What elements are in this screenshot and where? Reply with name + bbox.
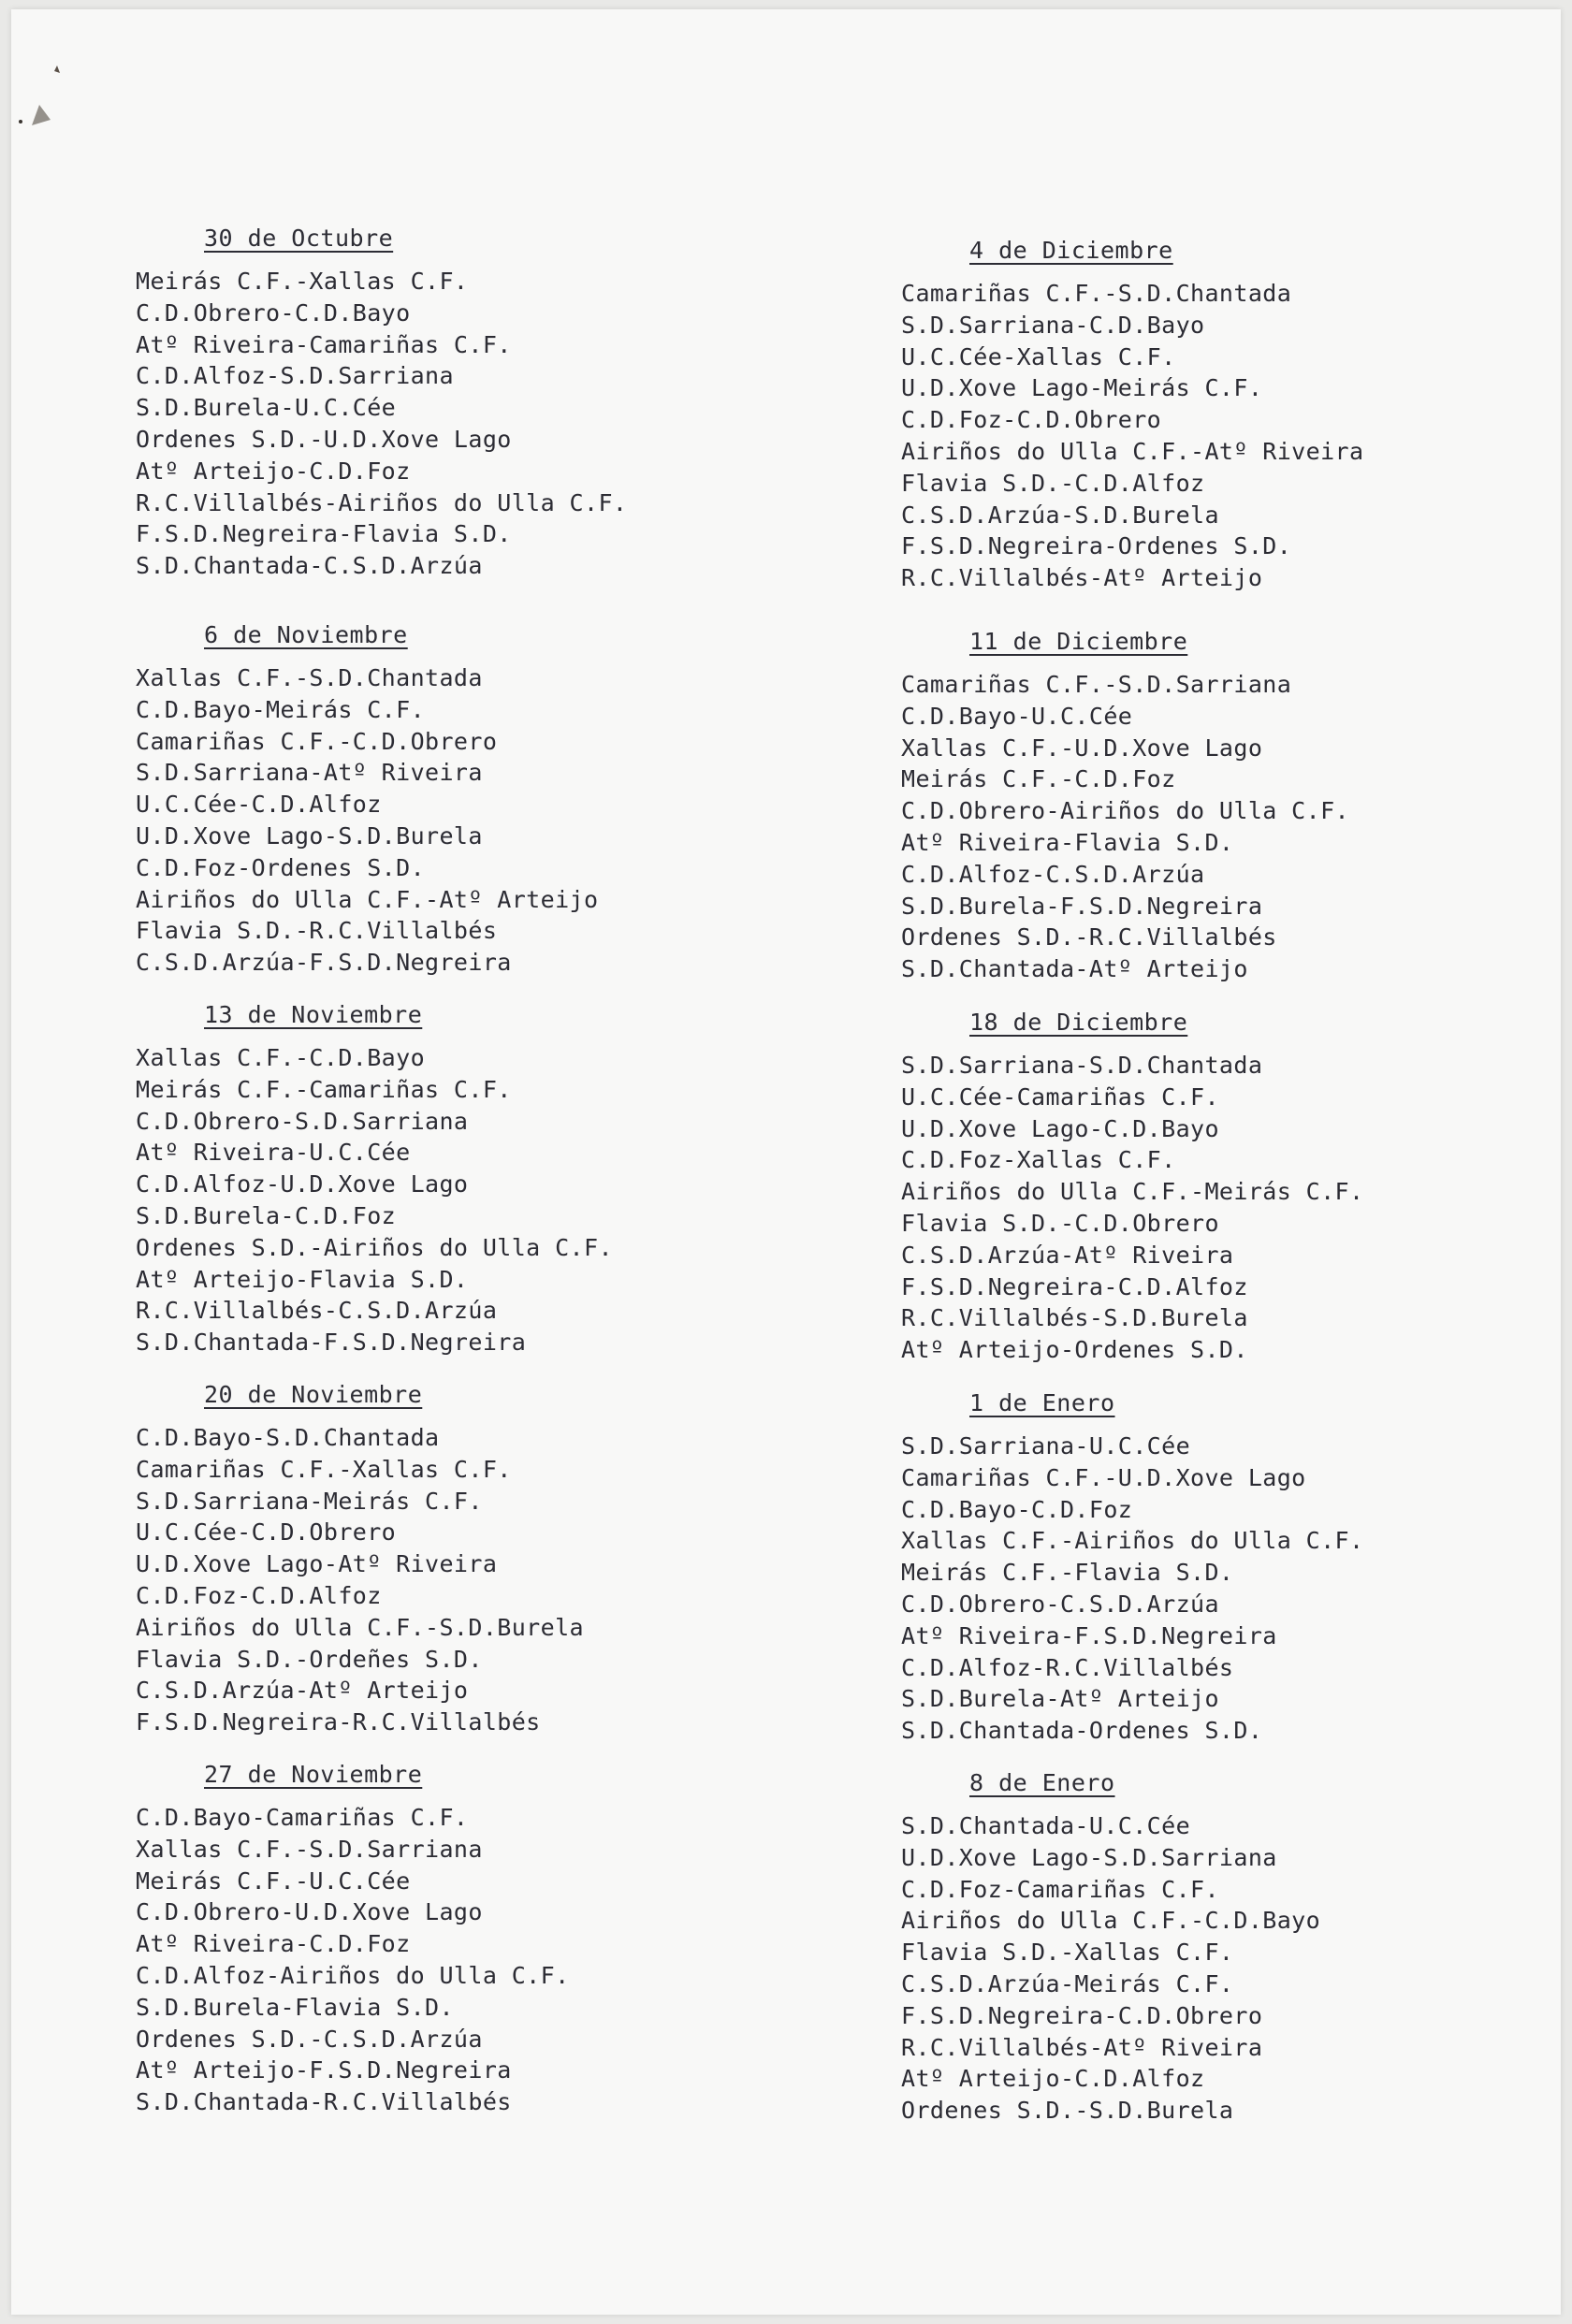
fixture: S.D.Burela-Atº Arteijo bbox=[901, 1685, 1219, 1713]
matchday-date: 4 de Diciembre bbox=[969, 237, 1173, 264]
fixture: U.C.Cée-C.D.Obrero bbox=[136, 1518, 397, 1547]
document-page bbox=[11, 9, 1561, 2315]
matchday-date: 11 de Diciembre bbox=[969, 628, 1188, 655]
fixture: Xallas C.F.-S.D.Chantada bbox=[136, 664, 483, 691]
fixture: S.D.Chantada-R.C.Villalbés bbox=[136, 2088, 512, 2116]
fixture: Flavia S.D.-Ordeñes S.D. bbox=[136, 1645, 483, 1673]
fixture: Meirás C.F.-Camariñas C.F. bbox=[136, 1075, 512, 1103]
fixture: R.C.Villalbés-Atº Arteijo bbox=[901, 564, 1263, 592]
fixture-list bbox=[136, 266, 627, 582]
fixture: Flavia S.D.-Xallas C.F. bbox=[901, 1939, 1234, 1967]
fixture: S.D.Chantada-Atº Arteijo bbox=[901, 955, 1248, 983]
fixture: C.D.Obrero-U.D.Xove Lago bbox=[136, 1898, 483, 1926]
fixture: Atº Riveira-C.D.Foz bbox=[136, 1930, 411, 1958]
fixture: Xallas C.F.-Airiños do Ulla C.F. bbox=[901, 1527, 1364, 1555]
fixture: S.D.Chantada-F.S.D.Negreira bbox=[136, 1329, 527, 1357]
fixture: C.D.Bayo-S.D.Chantada bbox=[136, 1424, 440, 1451]
matchday-section bbox=[901, 235, 1363, 594]
fixture: C.D.Foz-Camariñas C.F. bbox=[901, 1875, 1219, 1903]
fixture: Flavia S.D.-C.D.Obrero bbox=[901, 1209, 1219, 1237]
fixture: C.D.Bayo-Meirás C.F. bbox=[136, 695, 426, 723]
fixture: Ordenes S.D.-C.S.D.Arzúa bbox=[136, 2025, 483, 2053]
fixture: U.D.Xove Lago-C.D.Bayo bbox=[901, 1114, 1219, 1142]
fixture: F.S.D.Negreira-R.C.Villalbés bbox=[136, 1708, 541, 1736]
fixture: C.D.Obrero-C.S.D.Arzúa bbox=[901, 1590, 1219, 1618]
fixture: Meirás C.F.-C.D.Foz bbox=[901, 765, 1176, 793]
matchday-section bbox=[136, 1379, 584, 1738]
fixture: F.S.D.Negreira-Flavia S.D. bbox=[136, 520, 512, 548]
matchday-section bbox=[136, 619, 598, 979]
matchday-date: 18 de Diciembre bbox=[969, 1009, 1188, 1036]
fixture-list bbox=[901, 669, 1349, 985]
fixture: S.D.Chantada-Ordenes S.D. bbox=[901, 1717, 1263, 1745]
matchday-section bbox=[136, 999, 613, 1358]
fixture: C.S.D.Arzúa-S.D.Burela bbox=[901, 501, 1219, 529]
fixture: U.D.Xove Lago-S.D.Sarriana bbox=[901, 1843, 1277, 1871]
fixture: C.S.D.Arzúa-Atº Riveira bbox=[901, 1241, 1234, 1269]
fixture: Atº Riveira-Camariñas C.F. bbox=[136, 330, 512, 358]
fixture: Camariñas C.F.-Xallas C.F. bbox=[136, 1455, 512, 1483]
fixture-list bbox=[136, 662, 598, 979]
fixture: Airiños do Ulla C.F.-Atº Arteijo bbox=[136, 885, 599, 913]
fixture-list bbox=[901, 1431, 1363, 1747]
fixture: Flavia S.D.-R.C.Villalbés bbox=[136, 917, 498, 945]
fixture: C.S.D.Arzúa-F.S.D.Negreira bbox=[136, 949, 512, 977]
fixture: C.S.D.Arzúa-Atº Arteijo bbox=[136, 1677, 469, 1705]
fixture: Atº Arteijo-C.D.Alfoz bbox=[901, 2065, 1205, 2093]
fixture: Atº Riveira-F.S.D.Negreira bbox=[901, 1621, 1277, 1649]
fixture: C.D.Alfoz-C.S.D.Arzúa bbox=[901, 860, 1205, 888]
matchday-date: 6 de Noviembre bbox=[204, 621, 408, 648]
fixture: Atº Riveira-U.C.Cée bbox=[136, 1139, 411, 1167]
fixture: S.D.Sarriana-Meirás C.F. bbox=[136, 1487, 483, 1515]
fixture: F.S.D.Negreira-C.D.Obrero bbox=[901, 2001, 1263, 2029]
fixture: S.D.Burela-Flavia S.D. bbox=[136, 1993, 454, 2021]
fixture: Ordenes S.D.-S.D.Burela bbox=[901, 2097, 1234, 2125]
fixture: Atº Arteijo-Ordenes S.D. bbox=[901, 1336, 1248, 1364]
fixture: Meirás C.F.-Flavia S.D. bbox=[901, 1559, 1234, 1587]
fixture: C.D.Obrero-S.D.Sarriana bbox=[136, 1107, 469, 1135]
fixture: Ordenes S.D.-U.D.Xove Lago bbox=[136, 425, 512, 453]
fixture: C.D.Alfoz-S.D.Sarriana bbox=[136, 362, 454, 390]
fixture: Camariñas C.F.-U.D.Xove Lago bbox=[901, 1463, 1306, 1491]
fixture: Camariñas C.F.-S.D.Chantada bbox=[901, 280, 1292, 307]
matchday-date: 1 de Enero bbox=[969, 1389, 1115, 1416]
fixture: C.D.Bayo-Camariñas C.F. bbox=[136, 1804, 469, 1831]
fixture: Ordenes S.D.-Airiños do Ulla C.F. bbox=[136, 1233, 613, 1261]
fixture-list bbox=[901, 1050, 1363, 1366]
fixture: S.D.Sarriana-S.D.Chantada bbox=[901, 1052, 1263, 1079]
fixture: Flavia S.D.-C.D.Alfoz bbox=[901, 469, 1205, 497]
fixture: Atº Riveira-Flavia S.D. bbox=[901, 828, 1234, 856]
fixture: R.C.Villalbés-Airiños do Ulla C.F. bbox=[136, 488, 628, 516]
fixture: R.C.Villalbés-Atº Riveira bbox=[901, 2033, 1263, 2061]
fixture-list bbox=[136, 1042, 613, 1358]
matchday-section bbox=[901, 1387, 1363, 1747]
fixture: Xallas C.F.-C.D.Bayo bbox=[136, 1044, 426, 1071]
fixture: C.D.Bayo-U.C.Cée bbox=[901, 702, 1133, 730]
fixture: Atº Arteijo-C.D.Foz bbox=[136, 457, 411, 485]
fixture: R.C.Villalbés-C.S.D.Arzúa bbox=[136, 1297, 498, 1325]
fixture: Atº Arteijo-F.S.D.Negreira bbox=[136, 2056, 512, 2084]
matchday-date: 30 de Octubre bbox=[204, 225, 394, 252]
fixture: F.S.D.Negreira-Ordenes S.D. bbox=[901, 532, 1292, 560]
fixture: C.D.Alfoz-Airiños do Ulla C.F. bbox=[136, 1961, 570, 1989]
fixture: S.D.Sarriana-C.D.Bayo bbox=[901, 311, 1205, 339]
fixture: Xallas C.F.-S.D.Sarriana bbox=[136, 1835, 483, 1863]
fixture: C.D.Bayo-C.D.Foz bbox=[901, 1495, 1133, 1523]
fixture-list bbox=[136, 1802, 570, 2118]
fixture: U.D.Xove Lago-Atº Riveira bbox=[136, 1550, 498, 1578]
fixture: S.D.Burela-F.S.D.Negreira bbox=[901, 892, 1263, 920]
matchday-section bbox=[901, 1007, 1363, 1366]
fixture: Meirás C.F.-U.C.Cée bbox=[136, 1866, 411, 1895]
fixture: C.D.Obrero-C.D.Bayo bbox=[136, 298, 411, 327]
fixture: Atº Arteijo-Flavia S.D. bbox=[136, 1265, 469, 1293]
fixture: S.D.Burela-C.D.Foz bbox=[136, 1201, 397, 1229]
fixture: R.C.Villalbés-S.D.Burela bbox=[901, 1304, 1248, 1332]
fixture: Meirás C.F.-Xallas C.F. bbox=[136, 268, 469, 295]
fixture: C.D.Foz-Xallas C.F. bbox=[901, 1146, 1176, 1174]
fixture: C.D.Foz-C.D.Obrero bbox=[901, 406, 1162, 434]
fixture-list bbox=[901, 278, 1363, 594]
fixture: C.D.Alfoz-U.D.Xove Lago bbox=[136, 1170, 469, 1198]
paper-mark-icon bbox=[13, 64, 60, 137]
fixture: U.D.Xove Lago-Meirás C.F. bbox=[901, 374, 1263, 402]
matchday-section bbox=[136, 223, 627, 582]
fixture: Xallas C.F.-U.D.Xove Lago bbox=[901, 734, 1263, 762]
fixture: S.D.Chantada-C.S.D.Arzúa bbox=[136, 552, 483, 580]
fixture: Airiños do Ulla C.F.-Meirás C.F. bbox=[901, 1178, 1364, 1206]
fixture-list bbox=[901, 1810, 1320, 2127]
fixture: C.D.Obrero-Airiños do Ulla C.F. bbox=[901, 797, 1349, 825]
fixture: Camariñas C.F.-C.D.Obrero bbox=[136, 727, 498, 755]
fixture: U.D.Xove Lago-S.D.Burela bbox=[136, 821, 483, 850]
matchday-date: 20 de Noviembre bbox=[204, 1381, 423, 1408]
fixture: C.D.Foz-Ordenes S.D. bbox=[136, 853, 426, 881]
fixture: Airiños do Ulla C.F.-C.D.Bayo bbox=[901, 1907, 1321, 1935]
fixture: C.D.Foz-C.D.Alfoz bbox=[136, 1581, 382, 1609]
matchday-section bbox=[901, 626, 1349, 985]
fixture: F.S.D.Negreira-C.D.Alfoz bbox=[901, 1272, 1248, 1300]
fixture: Ordenes S.D.-R.C.Villalbés bbox=[901, 923, 1277, 951]
fixture: S.D.Chantada-U.C.Cée bbox=[901, 1812, 1191, 1839]
matchday-date: 8 de Enero bbox=[969, 1769, 1115, 1796]
fixture: U.C.Cée-Camariñas C.F. bbox=[901, 1082, 1219, 1111]
fixture: C.S.D.Arzúa-Meirás C.F. bbox=[901, 1969, 1234, 1997]
fixture: U.C.Cée-Xallas C.F. bbox=[901, 342, 1176, 370]
fixture: U.C.Cée-C.D.Alfoz bbox=[136, 791, 382, 819]
fixture-list bbox=[136, 1422, 584, 1738]
fixture: S.D.Burela-U.C.Cée bbox=[136, 394, 397, 422]
matchday-date: 27 de Noviembre bbox=[204, 1761, 423, 1788]
fixture: Camariñas C.F.-S.D.Sarriana bbox=[901, 671, 1292, 698]
fixture: Airiños do Ulla C.F.-Atº Riveira bbox=[901, 437, 1364, 465]
fixture: S.D.Sarriana-U.C.Cée bbox=[901, 1432, 1191, 1460]
matchday-date: 13 de Noviembre bbox=[204, 1001, 423, 1028]
matchday-section bbox=[136, 1759, 570, 2118]
matchday-section bbox=[901, 1767, 1320, 2127]
fixture: Airiños do Ulla C.F.-S.D.Burela bbox=[136, 1613, 584, 1641]
fixture: S.D.Sarriana-Atº Riveira bbox=[136, 759, 483, 787]
fixture: C.D.Alfoz-R.C.Villalbés bbox=[901, 1653, 1234, 1681]
